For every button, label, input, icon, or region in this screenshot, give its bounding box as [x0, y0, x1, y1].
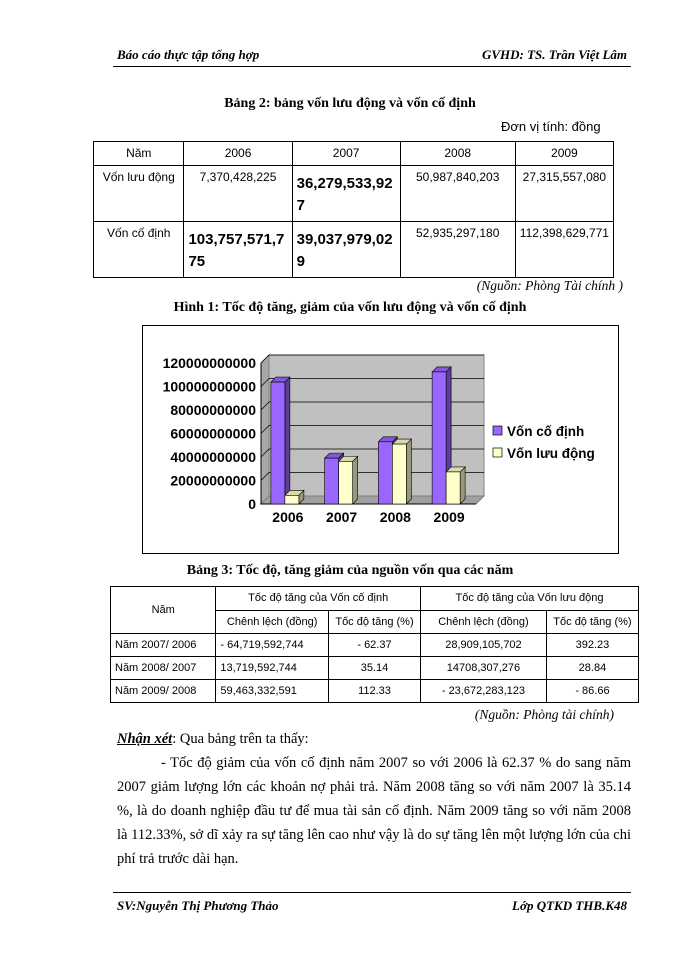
- table2-header-2009: 2009: [515, 142, 613, 166]
- bar: [271, 382, 285, 504]
- table3-sub: Tốc độ tăng (%): [546, 610, 638, 634]
- header-left: Báo cáo thực tập tổng hợp: [117, 47, 260, 62]
- legend-label: Vốn cố định: [507, 424, 585, 439]
- table3-cell: - 86.66: [546, 680, 638, 703]
- bar-side: [353, 456, 358, 504]
- table3-cell: 28,909,105,702: [421, 634, 547, 657]
- table3-group-working: Tốc độ tăng của Vốn lưu động: [421, 587, 639, 611]
- figure1-caption: Hình 1: Tốc độ tăng, giảm của vốn lưu động và vốn cố định: [173, 300, 527, 315]
- bar: [446, 472, 460, 504]
- y-tick-label: 40000000000: [170, 449, 256, 465]
- remark-label: Nhận xét: [117, 731, 173, 747]
- table3-row-label: Năm 2009/ 2008: [111, 680, 216, 703]
- legend-swatch: [493, 448, 502, 457]
- table3-cell: 13,719,592,744: [216, 657, 329, 680]
- table3-cell: 112.33: [328, 680, 420, 703]
- bar: [325, 458, 339, 504]
- table-row: [94, 222, 614, 278]
- table3-cell: 59,463,332,591: [216, 680, 329, 703]
- x-tick-label: 2008: [379, 509, 411, 525]
- table2-cell: 7,370,428,225: [184, 166, 292, 222]
- table3-cell: 35.14: [328, 657, 420, 680]
- footer-right: Lớp QTKD THB.K48: [512, 898, 627, 913]
- table-row: [94, 166, 614, 222]
- bar-side: [406, 439, 411, 504]
- table2-row-label: Vốn cố định: [94, 222, 184, 278]
- bar: [432, 372, 446, 504]
- footer-rule: [113, 892, 631, 893]
- table-row: [111, 634, 639, 657]
- table2-cell: 36,279,533,927: [292, 166, 400, 222]
- x-tick-label: 2007: [326, 509, 358, 525]
- chart-frame: [142, 325, 619, 554]
- y-tick-label: 20000000000: [170, 472, 256, 489]
- header-rule: [113, 66, 631, 67]
- y-tick-label: 100000000000: [162, 378, 256, 395]
- table3-sub: Chênh lệch (đồng): [421, 610, 547, 634]
- table2: [93, 141, 614, 278]
- bar: [285, 495, 299, 504]
- table2-caption: Bảng 2: bảng vốn lưu động và vốn cố định: [224, 96, 476, 111]
- x-tick-label: 2006: [272, 509, 304, 525]
- table-row: [111, 657, 639, 680]
- bar-side: [285, 377, 290, 504]
- table2-cell: 112,398,629,771: [515, 222, 613, 278]
- bar: [392, 444, 406, 504]
- table3: [110, 586, 639, 703]
- bar-side: [460, 467, 465, 504]
- table2-cell: 27,315,557,080: [515, 166, 613, 222]
- table2-header-2007: 2007: [292, 142, 400, 166]
- table3-cell: 392.23: [546, 634, 638, 657]
- bar: [339, 461, 353, 504]
- table3-group-row: [111, 587, 639, 611]
- table2-header-2008: 2008: [400, 142, 515, 166]
- table3-header-year: Năm: [111, 587, 216, 634]
- legend-label: Vốn lưu động: [507, 446, 595, 461]
- remark-intro: [117, 727, 309, 751]
- header-right: GVHD: TS. Trần Việt Lâm: [481, 47, 627, 62]
- table3-sub: Tốc độ tăng (%): [328, 610, 420, 634]
- table3-row-label: Năm 2008/ 2007: [111, 657, 216, 680]
- table3-sub: Chênh lệch (đồng): [216, 610, 329, 634]
- y-tick-label: 120000000000: [162, 355, 256, 371]
- y-tick-label: 80000000000: [170, 402, 256, 418]
- table3-cell: - 23,672,283,123: [421, 680, 547, 703]
- table2-cell: 39,037,979,029: [292, 222, 400, 278]
- table3-caption: Bảng 3: Tốc độ, tăng giảm của nguồn vốn qua các năm: [186, 563, 514, 578]
- remark-body: - Tốc độ giảm của vốn cố định năm 2007 so với 2006 là 62.37 % do sang năm 2007 giảm lượng lớn các khoản nợ phải trả. Năm 2008 tăng so với năm 2007 là 35.14 %, là do doanh nghiệp đầu tư để mua tài sản cố định. Năm 2009 tăng so với năm 2008 là 112.33%, sở dĩ xảy ra sự tăng lên cao như vậy là do sự tăng lên một lượng lớn của chi phí trả trước dài hạn.: [117, 755, 631, 867]
- table3-source: (Nguồn: Phòng tài chính): [474, 707, 614, 722]
- table2-cell: 50,987,840,203: [400, 166, 515, 222]
- table2-cell: 52,935,297,180: [400, 222, 515, 278]
- table2-cell: 103,757,571,775: [184, 222, 292, 278]
- bar: [378, 442, 392, 504]
- table2-header-2006: 2006: [184, 142, 292, 166]
- table3-cell: - 62.37: [328, 634, 420, 657]
- table2-source: (Nguồn: Phòng Tài chính ): [476, 278, 623, 293]
- table3-row-label: Năm 2007/ 2006: [111, 634, 216, 657]
- x-tick-label: 2009: [433, 509, 465, 525]
- footer-left: SV:Nguyễn Thị Phương Thảo: [117, 898, 279, 913]
- table3-cell: 14708,307,276: [421, 657, 547, 680]
- table3-cell: - 64,719,592,744: [216, 634, 329, 657]
- table2-header-year: Năm: [94, 142, 184, 166]
- table2-row-label: Vốn lưu động: [94, 166, 184, 222]
- y-tick-label: 0: [248, 496, 256, 512]
- table3-group-fixed: Tốc độ tăng của Vốn cố định: [216, 587, 421, 611]
- table2-unit: Đơn vị tính: đồng: [501, 119, 601, 134]
- y-tick-label: 60000000000: [170, 425, 256, 442]
- table3-cell: 28.84: [546, 657, 638, 680]
- bar-chart: [143, 326, 618, 553]
- table2-header-row: [94, 142, 614, 166]
- table-row: [111, 680, 639, 703]
- legend-swatch: [493, 426, 502, 435]
- remark-intro-text: : Qua bảng trên ta thấy:: [172, 731, 309, 747]
